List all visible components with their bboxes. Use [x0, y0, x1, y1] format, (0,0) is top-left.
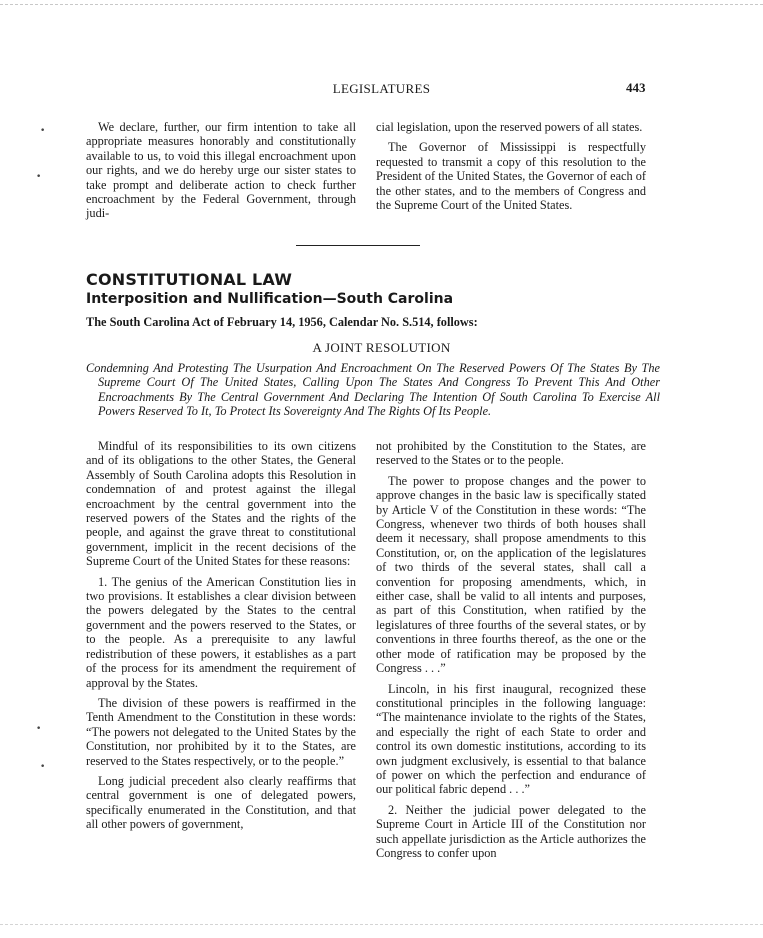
- page-number: 443: [626, 80, 646, 95]
- margin-mark: •: [40, 762, 46, 772]
- section-divider: [296, 245, 420, 246]
- body-paragraph: The power to propose changes and the power to approve changes in the basic law is specifically stated by Article V of the Constitution in these words: “The Congress, whenever two thirds of both houses shall deem it necessary, shall propose amendments to this Constitution, or, on the application of the legislatures of two thirds of the several states, shall call a convention for proposing amendments, which, in either case, shall be valid to all intents and purposes, as part of this Constitution, when ratified by the legislatures of three fourths of the several states, or by conventions in three fourths thereof, as the one or the other mode of ratification may be proposed by the Congress . . .”: [376, 473, 646, 676]
- body-right-column: [376, 439, 646, 860]
- section-title: CONSTITUTIONAL LAW: [86, 270, 293, 289]
- body-left-column: [86, 439, 356, 832]
- section-subtitle: Interposition and Nullification—South Carolina: [86, 291, 454, 307]
- top-edge-dots: [0, 4, 763, 5]
- body-paragraph: The division of these powers is reaffirmed in the Tenth Amendment to the Constitution in these words: “The powers not delegated to the United States by the Constitution, nor prohibited by it to the States, are reserved to the States respectively, or to the people.”: [86, 695, 356, 768]
- running-title: LEGISLATURES: [332, 81, 431, 96]
- body-paragraph: Long judicial precedent also clearly reaffirms that central government is one of delegated powers, specifically enumerated in the Constitution, and that all other powers of government,: [86, 773, 356, 832]
- prev-resolution-left-column: [86, 120, 356, 221]
- margin-mark: •: [36, 172, 42, 182]
- bottom-edge-dots: [0, 924, 763, 925]
- body-paragraph: not prohibited by the Constitution to the States, are reserved to the States or to the people.: [376, 439, 646, 468]
- margin-mark: •: [36, 724, 42, 734]
- resolution-heading: A JOINT RESOLUTION: [312, 340, 451, 355]
- body-paragraph: 1. The genius of the American Constitution lies in two provisions. It establishes a clear division between the powers delegated by the States to the central government and the powers reserved to the States, or to the people. As a prerequisite to any lawful redistribution of these powers, it establishes as a part of the process for its amendment the requirement of approval by the States.: [86, 574, 356, 690]
- prev-paragraph: cial legislation, upon the reserved powers of all states.: [376, 120, 643, 134]
- prev-paragraph: We declare, further, our firm intention to take all appropriate measures honorably and constitutionally available to us, to void this illegal encroachment upon our rights, and we do hereby urge our sister states to take prompt and deliberate action to check further encroachment by the Federal Government, through judi-: [86, 120, 356, 221]
- prev-resolution-right-column: [376, 120, 646, 212]
- resolution-preamble: Condemning And Protesting The Usurpation And Encroachment On The Reserved Powers Of The States By The Supreme Court Of The United States, Calling Upon The States And Congress To Prevent This And Other Encroachments By The Central Government And Declaring The Intention Of South Carolina To Exercise All Powers Reserved To It, To Protect Its Sovereignty And The Rights Of Its People.: [86, 361, 660, 419]
- body-paragraph: 2. Neither the judicial power delegated to the Supreme Court in Article III of the Constitution nor such appellate jurisdiction as the Article authorizes the Congress to confer upon: [376, 802, 646, 860]
- body-paragraph: Lincoln, in his first inaugural, recognized these constitutional principles in the following language: “The maintenance inviolate to the rights of the States, and especially the right of each State to order and control its own domestic institutions, according to its own judgment exclusively, is essential to that balance of power on which the perfection and endurance of our political fabric depend . . .”: [376, 681, 646, 797]
- body-paragraph: Mindful of its responsibilities to its own citizens and of its obligations to the other States, the General Assembly of South Carolina adopts this Resolution in condemnation of and protest against the illegal encroachment by the central government into the reserved powers of the States and the rights of the people, and against the grave threat to constitutional government, implicit in the recent decisions of the Supreme Court of the United States for these reasons:: [86, 439, 356, 569]
- prev-paragraph: The Governor of Mississippi is respectfully requested to transmit a copy of this resolution to the President of the United States, the Governor of each of the other states, and to the members of Congress and the Supreme Court of the United States.: [376, 140, 646, 213]
- margin-mark: •: [40, 126, 46, 136]
- act-citation: The South Carolina Act of February 14, 1956, Calendar No. S.514, follows:: [86, 315, 478, 329]
